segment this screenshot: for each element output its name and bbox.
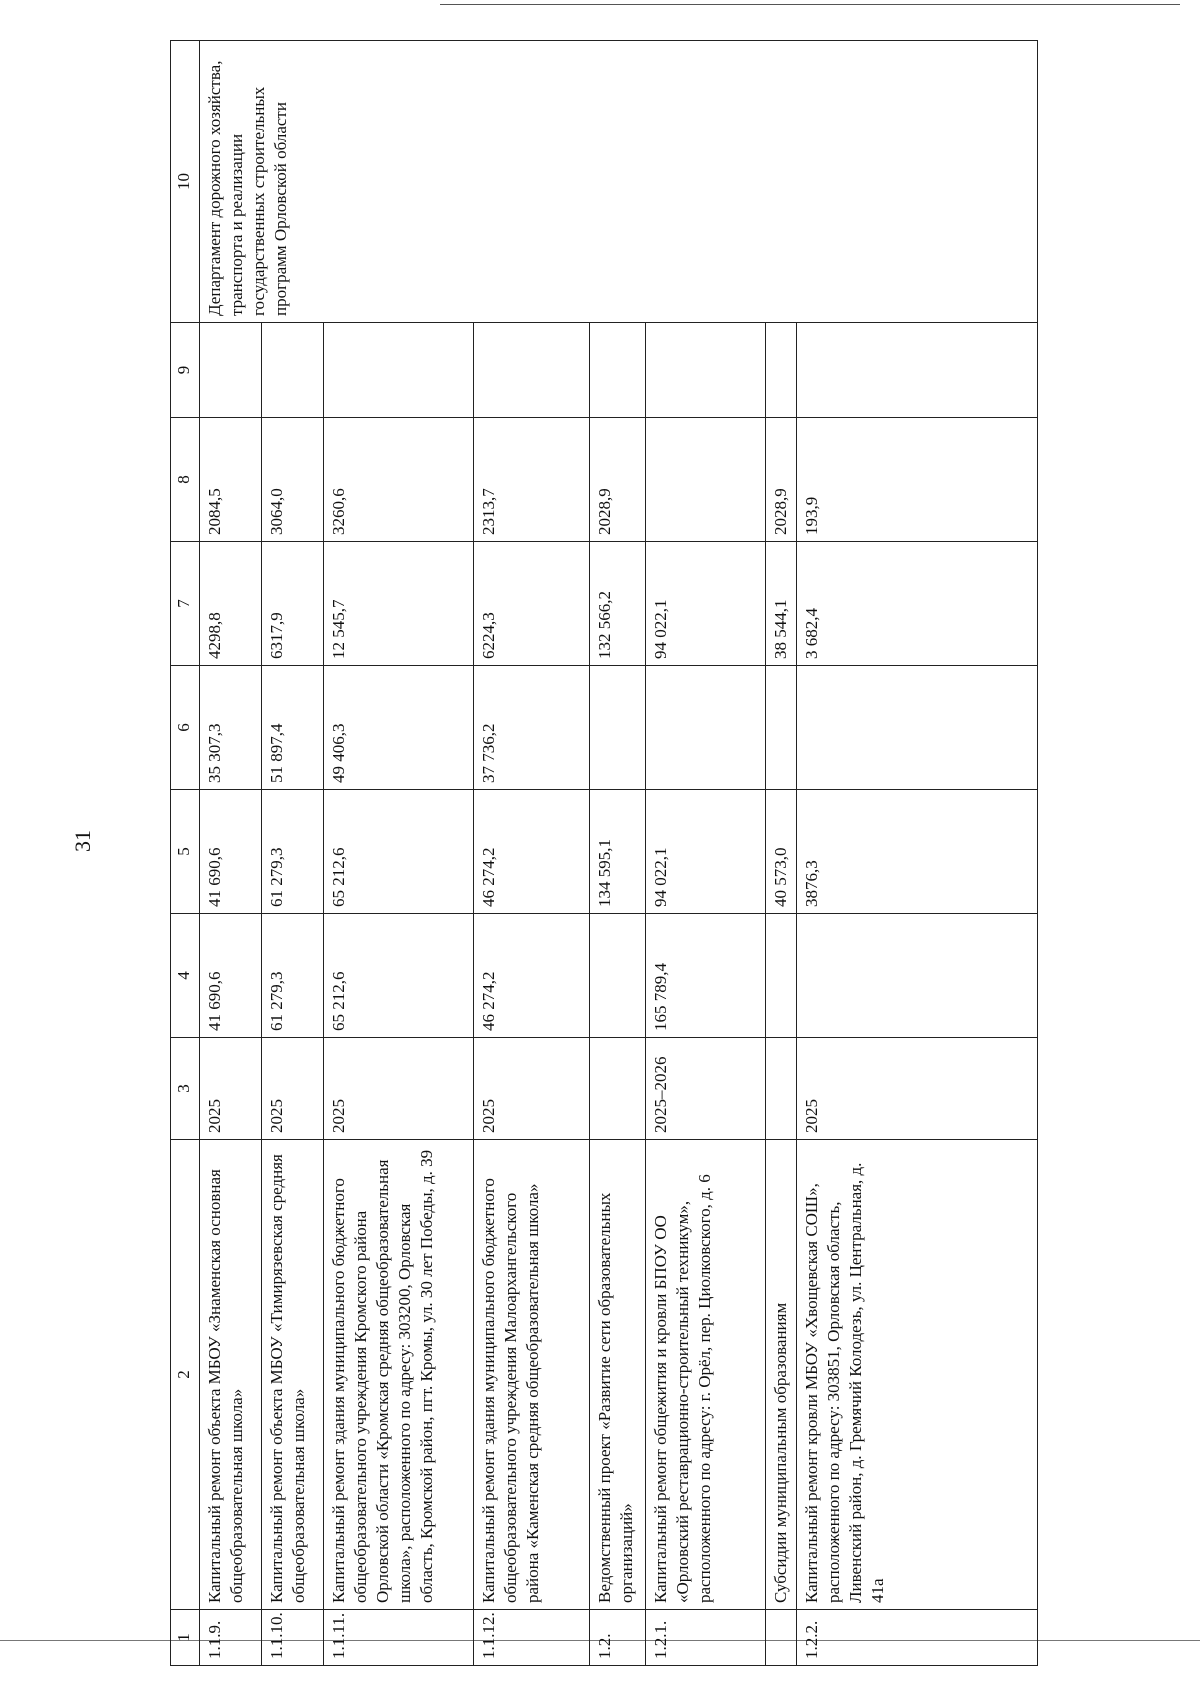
row-name: Капитальный ремонт здания муниципального бюджетного общеобразовательного учреждения Малоархангельского района «Каменская средняя общеобразовательная школа» (474, 1140, 590, 1610)
row-c6: 51 897,4 (262, 666, 324, 790)
header-cell: 10 (171, 41, 200, 323)
row-c7: 12 545,7 (324, 542, 474, 666)
row-number: 1.2.2. (797, 1610, 1038, 1666)
row-year: 2025 (797, 1038, 1038, 1140)
row-c9 (766, 323, 797, 418)
row-c6 (590, 666, 646, 790)
header-cell: 6 (171, 666, 200, 790)
row-c7: 4298,8 (200, 542, 262, 666)
header-cell: 2 (171, 1140, 200, 1610)
row-c9 (324, 323, 474, 418)
table-row (200, 41, 262, 1666)
row-c6 (646, 666, 766, 790)
page-number: 31 (70, 830, 95, 852)
row-number (766, 1610, 797, 1666)
header-cell: 4 (171, 914, 200, 1038)
row-c5: 46 274,2 (474, 790, 590, 914)
row-number: 1.2. (590, 1610, 646, 1666)
row-c9 (474, 323, 590, 418)
row-c8: 3064,0 (262, 418, 324, 542)
row-name: Капитальный ремонт общежития и кровли БПОУ ОО «Орловский реставрационно-строительный техникум», расположенного по адресу: г. Орёл, пер. Циолковского, д. 6 (646, 1140, 766, 1610)
row-c5: 94 022,1 (646, 790, 766, 914)
row-c4: 41 690,6 (200, 914, 262, 1038)
scan-edge-line-top (440, 4, 1180, 5)
row-c8: 2028,9 (590, 418, 646, 542)
row-c5: 41 690,6 (200, 790, 262, 914)
row-number: 1.2.1. (646, 1610, 766, 1666)
row-c9 (646, 323, 766, 418)
header-cell: 1 (171, 1610, 200, 1666)
row-c6: 35 307,3 (200, 666, 262, 790)
row-c4 (766, 914, 797, 1038)
row-name: Ведомственный проект «Развитие сети образовательных организаций» (590, 1140, 646, 1610)
row-year: 2025 (474, 1038, 590, 1140)
row-c5: 61 279,3 (262, 790, 324, 914)
row-name: Капитальный ремонт кровли МБОУ «Хвощевская СОШ», расположенного по адресу: 303851, Орловская область, Ливенский район, д. Гремячий Колодезь, ул. Центральная, д. 41а (797, 1140, 1038, 1610)
header-cell: 5 (171, 790, 200, 914)
row-c4: 65 212,6 (324, 914, 474, 1038)
row-c4: 46 274,2 (474, 914, 590, 1038)
responsible-cell: Департамент дорожного хозяйства, транспорта и реализации государственных строительных программ Орловской области (200, 41, 1038, 323)
row-year: 2025 (324, 1038, 474, 1140)
row-number: 1.1.11. (324, 1610, 474, 1666)
row-number: 1.1.12. (474, 1610, 590, 1666)
row-c6 (766, 666, 797, 790)
row-c9 (590, 323, 646, 418)
row-c5: 65 212,6 (324, 790, 474, 914)
row-c4: 61 279,3 (262, 914, 324, 1038)
header-cell: 9 (171, 323, 200, 418)
header-cell: 7 (171, 542, 200, 666)
row-year: 2025–2026 (646, 1038, 766, 1140)
row-c8: 2028,9 (766, 418, 797, 542)
header-cell: 8 (171, 418, 200, 542)
row-c7: 6224,3 (474, 542, 590, 666)
row-year: 2025 (262, 1038, 324, 1140)
row-c8 (646, 418, 766, 542)
row-number: 1.1.10. (262, 1610, 324, 1666)
row-c7: 6317,9 (262, 542, 324, 666)
row-c7: 38 544,1 (766, 542, 797, 666)
row-number: 1.1.9. (200, 1610, 262, 1666)
row-c5: 134 595,1 (590, 790, 646, 914)
rotated-table-container (170, 41, 1038, 1666)
row-c8: 3260,6 (324, 418, 474, 542)
row-year: 2025 (200, 1038, 262, 1140)
row-c8: 2084,5 (200, 418, 262, 542)
row-c9 (797, 323, 1038, 418)
row-name: Капитальный ремонт объекта МБОУ «Знаменская основная общеобразовательная школа» (200, 1140, 262, 1610)
row-name: Капитальный ремонт объекта МБОУ «Тимирязевская средняя общеобразовательная школа» (262, 1140, 324, 1610)
row-c8: 193,9 (797, 418, 1038, 542)
row-c4 (590, 914, 646, 1038)
row-name: Субсидии муниципальным образованиям (766, 1140, 797, 1610)
row-c9 (262, 323, 324, 418)
row-c7: 132 566,2 (590, 542, 646, 666)
row-c4 (797, 914, 1038, 1038)
row-name: Капитальный ремонт здания муниципального бюджетного общеобразовательного учреждения Кромского района Орловской области «Кромская средняя общеобразовательная школа», расположенного по адресу: 303200, Орловская область, Кромской район, пгт. Кромы, ул. 30 лет Победы, д. 39 (324, 1140, 474, 1610)
row-c4: 165 789,4 (646, 914, 766, 1038)
header-cell: 3 (171, 1038, 200, 1140)
program-table (170, 40, 1038, 1666)
row-year (766, 1038, 797, 1140)
header-row (171, 41, 200, 1666)
row-c8: 2313,7 (474, 418, 590, 542)
row-c5: 3876,3 (797, 790, 1038, 914)
row-c7: 3 682,4 (797, 542, 1038, 666)
row-c6 (797, 666, 1038, 790)
row-c5: 40 573,0 (766, 790, 797, 914)
row-c7: 94 022,1 (646, 542, 766, 666)
row-year (590, 1038, 646, 1140)
row-c6: 49 406,3 (324, 666, 474, 790)
row-c9 (200, 323, 262, 418)
row-c6: 37 736,2 (474, 666, 590, 790)
